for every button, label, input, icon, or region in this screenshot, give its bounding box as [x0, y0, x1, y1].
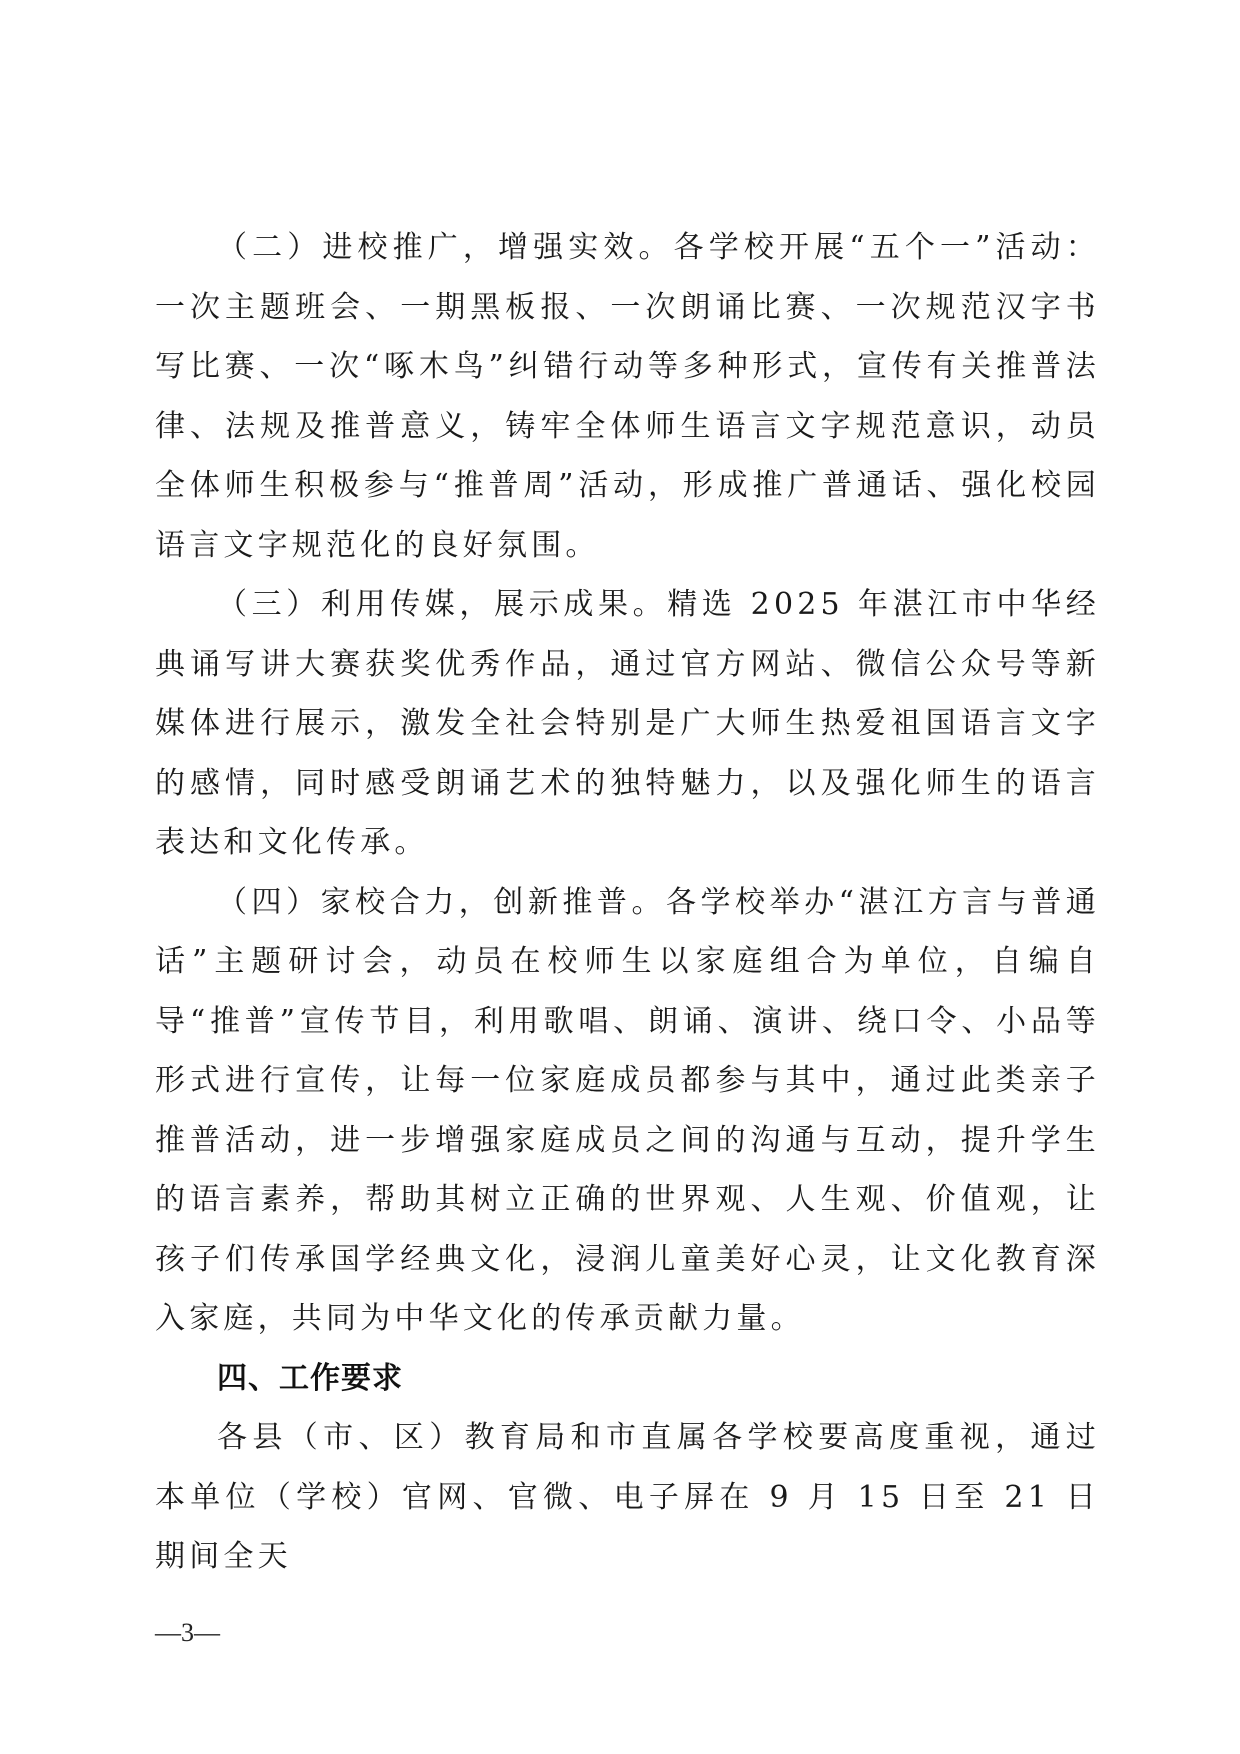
document-page [155, 218, 1100, 1587]
paragraph-school-promotion: （二）进校推广，增强实效。各学校开展“五个一”活动：一次主题班会、一期黑板报、一次朗诵比赛、一次规范汉字书写比赛、一次“啄木鸟”纠错行动等多种形式，宣传有关推普法律、法规及推普意义，铸牢全体师生语言文字规范意识，动员全体师生积极参与“推普周”活动，形成推广普通话、强化校园语言文字规范化的良好氛围。 [155, 230, 1100, 563]
paragraph-home-school-cooperation: （四）家校合力，创新推普。各学校举办“湛江方言与普通话”主题研讨会，动员在校师生以家庭组合为单位，自编自导“推普”宣传节目，利用歌唱、朗诵、演讲、绕口令、小品等形式进行宣传，让每一位家庭成员都参与其中，通过此类亲子推普活动，进一步增强家庭成员之间的沟通与互动，提升学生的语言素养，帮助其树立正确的世界观、人生观、价值观，让孩子们传承国学经典文化，浸润儿童美好心灵，让文化教育深入家庭，共同为中华文化的传承贡献力量。 [155, 884, 1100, 1336]
paragraph-work-requirements: 各县（市、区）教育局和市直属各学校要高度重视，通过本单位（学校）官网、官微、电子屏在 9 月 15 日至 21 日期间全天 [155, 1420, 1100, 1574]
paragraph-media-showcase: （三）利用传媒，展示成果。精选 2025 年湛江市中华经典诵写讲大赛获奖优秀作品，通过官方网站、微信公众号等新媒体进行展示，激发全社会特别是广大师生热爱祖国语言文字的感情，同时感受朗诵艺术的独特魅力，以及强化师生的语言表达和文化传承。 [155, 587, 1100, 860]
page-number: —3— [155, 1618, 220, 1647]
section-heading-work-requirements: 四、工作要求 [217, 1360, 403, 1396]
